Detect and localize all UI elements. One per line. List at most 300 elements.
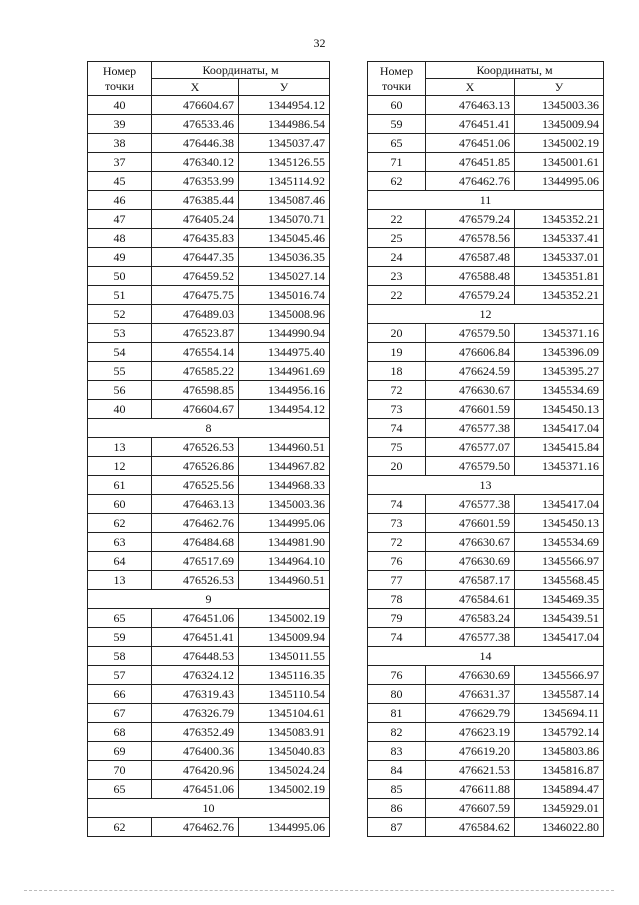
- y-value: 1345352.21: [515, 210, 604, 229]
- point-number: 80: [368, 685, 426, 704]
- x-value: 476601.59: [426, 514, 515, 533]
- x-value: 476352.49: [152, 723, 239, 742]
- y-value: 1345439.51: [515, 609, 604, 628]
- y-value: 1345352.21: [515, 286, 604, 305]
- x-value: 476606.84: [426, 343, 515, 362]
- section-row: [88, 799, 330, 818]
- y-header: У: [239, 79, 330, 96]
- point-number: 20: [368, 324, 426, 343]
- y-value: 1345040.83: [239, 742, 330, 761]
- x-header: X: [152, 79, 239, 96]
- table-row: [88, 704, 330, 723]
- table-row: [88, 343, 330, 362]
- y-value: 1344995.06: [239, 818, 330, 837]
- point-number: 50: [88, 267, 152, 286]
- section-number: 12: [368, 305, 604, 324]
- x-value: 476630.67: [426, 533, 515, 552]
- table-row: [368, 96, 604, 115]
- x-value: 476525.56: [152, 476, 239, 495]
- point-number: 23: [368, 267, 426, 286]
- y-value: 1345534.69: [515, 533, 604, 552]
- y-value: 1344990.94: [239, 324, 330, 343]
- table-row: [88, 267, 330, 286]
- x-value: 476451.41: [426, 115, 515, 134]
- point-number: 74: [368, 419, 426, 438]
- x-value: 476601.59: [426, 400, 515, 419]
- point-number: 40: [88, 400, 152, 419]
- y-value: 1345016.74: [239, 286, 330, 305]
- table-row: [368, 210, 604, 229]
- table-row: [88, 552, 330, 571]
- section-row: [368, 191, 604, 210]
- point-number: 49: [88, 248, 152, 267]
- table-row: [88, 381, 330, 400]
- point-number: 77: [368, 571, 426, 590]
- x-value: 476451.06: [152, 780, 239, 799]
- y-value: 1345450.13: [515, 400, 604, 419]
- y-value: 1345001.61: [515, 153, 604, 172]
- point-number: 67: [88, 704, 152, 723]
- point-number: 59: [88, 628, 152, 647]
- point-number: 22: [368, 286, 426, 305]
- point-number: 22: [368, 210, 426, 229]
- point-number: 83: [368, 742, 426, 761]
- x-value: 476462.76: [426, 172, 515, 191]
- y-value: 1345396.09: [515, 343, 604, 362]
- point-number: 73: [368, 514, 426, 533]
- point-number: 46: [88, 191, 152, 210]
- x-value: 476577.38: [426, 419, 515, 438]
- y-value: 1345337.41: [515, 229, 604, 248]
- y-value: 1345351.81: [515, 267, 604, 286]
- y-value: 1345036.35: [239, 248, 330, 267]
- y-value: 1345009.94: [515, 115, 604, 134]
- y-value: 1344995.06: [239, 514, 330, 533]
- x-value: 476587.48: [426, 248, 515, 267]
- y-value: 1345371.16: [515, 457, 604, 476]
- point-number: 65: [88, 780, 152, 799]
- point-number: 78: [368, 590, 426, 609]
- table-row: [368, 495, 604, 514]
- y-value: 1345116.35: [239, 666, 330, 685]
- point-number: 40: [88, 96, 152, 115]
- table-row: [88, 305, 330, 324]
- x-value: 476578.56: [426, 229, 515, 248]
- point-number: 81: [368, 704, 426, 723]
- table-row: [88, 761, 330, 780]
- section-row: [88, 419, 330, 438]
- y-value: 1344956.16: [239, 381, 330, 400]
- table-row: [368, 381, 604, 400]
- y-value: 1345417.04: [515, 628, 604, 647]
- point-number-header: [88, 62, 152, 96]
- x-value: 476526.53: [152, 438, 239, 457]
- header-row: [88, 62, 330, 79]
- table-row: [368, 666, 604, 685]
- table-row: [88, 685, 330, 704]
- point-number: 62: [368, 172, 426, 191]
- x-value: 476579.50: [426, 457, 515, 476]
- point-number: 82: [368, 723, 426, 742]
- x-value: 476462.76: [152, 818, 239, 837]
- point-number: 76: [368, 552, 426, 571]
- point-number: 62: [88, 514, 152, 533]
- table-row: [88, 780, 330, 799]
- table-row: [368, 172, 604, 191]
- point-number: 86: [368, 799, 426, 818]
- point-number: 73: [368, 400, 426, 419]
- table-body-left: [88, 62, 330, 837]
- point-number: 48: [88, 229, 152, 248]
- x-header: X: [426, 79, 515, 96]
- x-value: 476319.43: [152, 685, 239, 704]
- x-value: 476463.13: [152, 495, 239, 514]
- y-value: 1345104.61: [239, 704, 330, 723]
- y-value: 1345002.19: [239, 780, 330, 799]
- y-value: 1345417.04: [515, 419, 604, 438]
- page-number: 32: [313, 36, 326, 50]
- x-value: 476463.13: [426, 96, 515, 115]
- y-value: 1345003.36: [515, 96, 604, 115]
- x-value: 476353.99: [152, 172, 239, 191]
- section-row: [88, 590, 330, 609]
- y-value: 1344967.82: [239, 457, 330, 476]
- y-value: 1345371.16: [515, 324, 604, 343]
- y-value: 1344975.40: [239, 343, 330, 362]
- y-value: 1345009.94: [239, 628, 330, 647]
- point-number: 62: [88, 818, 152, 837]
- point-number: 66: [88, 685, 152, 704]
- coordinates-header: Координаты, м: [426, 62, 604, 79]
- point-number: 75: [368, 438, 426, 457]
- x-value: 476326.79: [152, 704, 239, 723]
- point-number: 47: [88, 210, 152, 229]
- table-row: [88, 286, 330, 305]
- table-row: [368, 571, 604, 590]
- y-value: 1345566.97: [515, 666, 604, 685]
- x-value: 476451.06: [426, 134, 515, 153]
- point-number: 76: [368, 666, 426, 685]
- x-value: 476588.48: [426, 267, 515, 286]
- point-number: 25: [368, 229, 426, 248]
- y-value: 1345045.46: [239, 229, 330, 248]
- point-number: 69: [88, 742, 152, 761]
- table-row: [88, 96, 330, 115]
- table-row: [368, 704, 604, 723]
- table-row: [368, 457, 604, 476]
- y-value: 1345011.55: [239, 647, 330, 666]
- x-value: 476629.79: [426, 704, 515, 723]
- y-value: 1344960.51: [239, 438, 330, 457]
- x-value: 476577.38: [426, 495, 515, 514]
- table-row: [88, 723, 330, 742]
- y-value: 1345792.14: [515, 723, 604, 742]
- x-value: 476447.35: [152, 248, 239, 267]
- table-row: [368, 514, 604, 533]
- table-row: [368, 400, 604, 419]
- x-value: 476523.87: [152, 324, 239, 343]
- y-value: 1345415.84: [515, 438, 604, 457]
- y-value: 1345816.87: [515, 761, 604, 780]
- point-number: 79: [368, 609, 426, 628]
- y-value: 1345037.47: [239, 134, 330, 153]
- y-value: 1346022.80: [515, 818, 604, 837]
- y-value: 1344954.12: [239, 96, 330, 115]
- x-value: 476435.83: [152, 229, 239, 248]
- table-row: [368, 438, 604, 457]
- y-value: 1345337.01: [515, 248, 604, 267]
- table-row: [368, 723, 604, 742]
- y-value: 1345587.14: [515, 685, 604, 704]
- point-number: 18: [368, 362, 426, 381]
- y-header: У: [515, 79, 604, 96]
- table-row: [88, 115, 330, 134]
- x-value: 476631.37: [426, 685, 515, 704]
- y-value: 1345087.46: [239, 191, 330, 210]
- x-value: 476459.52: [152, 267, 239, 286]
- x-value: 476526.86: [152, 457, 239, 476]
- y-value: 1345008.96: [239, 305, 330, 324]
- x-value: 476526.53: [152, 571, 239, 590]
- y-value: 1345417.04: [515, 495, 604, 514]
- point-number: 12: [88, 457, 152, 476]
- y-value: 1345002.19: [515, 134, 604, 153]
- point-number-header-label: Номер точки: [379, 63, 414, 93]
- x-value: 476611.88: [426, 780, 515, 799]
- section-number: 13: [368, 476, 604, 495]
- point-number: 55: [88, 362, 152, 381]
- y-value: 1345534.69: [515, 381, 604, 400]
- x-value: 476324.12: [152, 666, 239, 685]
- table-row: [88, 248, 330, 267]
- coordinates-table-right: [367, 61, 604, 837]
- y-value: 1345083.91: [239, 723, 330, 742]
- y-value: 1345450.13: [515, 514, 604, 533]
- table-row: [368, 343, 604, 362]
- x-value: 476484.68: [152, 533, 239, 552]
- point-number: 13: [88, 571, 152, 590]
- point-number: 54: [88, 343, 152, 362]
- point-number: 37: [88, 153, 152, 172]
- y-value: 1344986.54: [239, 115, 330, 134]
- point-number: 74: [368, 495, 426, 514]
- y-value: 1345070.71: [239, 210, 330, 229]
- x-value: 476579.24: [426, 210, 515, 229]
- y-value: 1344968.33: [239, 476, 330, 495]
- y-value: 1345002.19: [239, 609, 330, 628]
- point-number: 39: [88, 115, 152, 134]
- y-value: 1345110.54: [239, 685, 330, 704]
- table-row: [88, 438, 330, 457]
- point-number-header: [368, 62, 426, 96]
- point-number: 20: [368, 457, 426, 476]
- section-number: 11: [368, 191, 604, 210]
- y-value: 1345024.24: [239, 761, 330, 780]
- y-value: 1345929.01: [515, 799, 604, 818]
- point-number: 64: [88, 552, 152, 571]
- point-number: 59: [368, 115, 426, 134]
- table-row: [88, 191, 330, 210]
- table-body-right: [368, 62, 604, 837]
- point-number: 53: [88, 324, 152, 343]
- table-row: [368, 248, 604, 267]
- table-row: [88, 324, 330, 343]
- table-row: [368, 761, 604, 780]
- x-value: 476579.50: [426, 324, 515, 343]
- table-row: [88, 457, 330, 476]
- table-row: [368, 419, 604, 438]
- table-row: [88, 666, 330, 685]
- y-value: 1345568.45: [515, 571, 604, 590]
- x-value: 476584.61: [426, 590, 515, 609]
- y-value: 1345126.55: [239, 153, 330, 172]
- point-number: 52: [88, 305, 152, 324]
- point-number: 19: [368, 343, 426, 362]
- y-value: 1345469.35: [515, 590, 604, 609]
- section-number: 9: [88, 590, 330, 609]
- y-value: 1345694.11: [515, 704, 604, 723]
- x-value: 476621.53: [426, 761, 515, 780]
- x-value: 476340.12: [152, 153, 239, 172]
- x-value: 476405.24: [152, 210, 239, 229]
- y-value: 1344960.51: [239, 571, 330, 590]
- y-value: 1344961.69: [239, 362, 330, 381]
- table-row: [368, 533, 604, 552]
- x-value: 476533.46: [152, 115, 239, 134]
- table-row: [88, 172, 330, 191]
- x-value: 476475.75: [152, 286, 239, 305]
- header-row: [368, 62, 604, 79]
- table-row: [368, 324, 604, 343]
- y-value: 1344954.12: [239, 400, 330, 419]
- footer-rule: [24, 890, 614, 891]
- x-value: 476489.03: [152, 305, 239, 324]
- point-number: 57: [88, 666, 152, 685]
- section-number: 8: [88, 419, 330, 438]
- x-value: 476451.41: [152, 628, 239, 647]
- coordinates-header: Координаты, м: [152, 62, 330, 79]
- x-value: 476583.24: [426, 609, 515, 628]
- table-row: [368, 267, 604, 286]
- x-value: 476630.67: [426, 381, 515, 400]
- y-value: 1345395.27: [515, 362, 604, 381]
- x-value: 476630.69: [426, 666, 515, 685]
- table-row: [88, 609, 330, 628]
- point-number-header-label: Номер точки: [102, 63, 137, 93]
- point-number: 85: [368, 780, 426, 799]
- point-number: 65: [368, 134, 426, 153]
- table-row: [88, 571, 330, 590]
- point-number: 63: [88, 533, 152, 552]
- point-number: 72: [368, 533, 426, 552]
- point-number: 87: [368, 818, 426, 837]
- y-value: 1345114.92: [239, 172, 330, 191]
- table-row: [368, 818, 604, 837]
- table-row: [88, 647, 330, 666]
- x-value: 476607.59: [426, 799, 515, 818]
- table-row: [368, 552, 604, 571]
- point-number: 74: [368, 628, 426, 647]
- section-number: 10: [88, 799, 330, 818]
- x-value: 476585.22: [152, 362, 239, 381]
- point-number: 70: [88, 761, 152, 780]
- section-row: [368, 305, 604, 324]
- y-value: 1344995.06: [515, 172, 604, 191]
- point-number: 58: [88, 647, 152, 666]
- x-value: 476604.67: [152, 96, 239, 115]
- table-row: [88, 229, 330, 248]
- table-row: [368, 229, 604, 248]
- table-row: [88, 628, 330, 647]
- x-value: 476577.07: [426, 438, 515, 457]
- x-value: 476619.20: [426, 742, 515, 761]
- table-row: [368, 685, 604, 704]
- table-row: [368, 134, 604, 153]
- y-value: 1344981.90: [239, 533, 330, 552]
- table-row: [88, 818, 330, 837]
- x-value: 476446.38: [152, 134, 239, 153]
- point-number: 60: [368, 96, 426, 115]
- x-value: 476584.62: [426, 818, 515, 837]
- table-row: [368, 115, 604, 134]
- x-value: 476577.38: [426, 628, 515, 647]
- x-value: 476554.14: [152, 343, 239, 362]
- x-value: 476451.06: [152, 609, 239, 628]
- table-row: [368, 153, 604, 172]
- x-value: 476587.17: [426, 571, 515, 590]
- table-row: [88, 400, 330, 419]
- section-row: [368, 647, 604, 666]
- table-row: [368, 590, 604, 609]
- point-number: 38: [88, 134, 152, 153]
- table-row: [88, 533, 330, 552]
- point-number: 13: [88, 438, 152, 457]
- x-value: 476604.67: [152, 400, 239, 419]
- table-row: [88, 210, 330, 229]
- y-value: 1345566.97: [515, 552, 604, 571]
- table-row: [368, 780, 604, 799]
- table-row: [88, 742, 330, 761]
- table-row: [368, 609, 604, 628]
- x-value: 476420.96: [152, 761, 239, 780]
- coordinates-table-left: [87, 61, 330, 837]
- x-value: 476385.44: [152, 191, 239, 210]
- table-row: [368, 799, 604, 818]
- point-number: 65: [88, 609, 152, 628]
- point-number: 72: [368, 381, 426, 400]
- point-number: 24: [368, 248, 426, 267]
- y-value: 1345803.86: [515, 742, 604, 761]
- table-row: [88, 476, 330, 495]
- x-value: 476598.85: [152, 381, 239, 400]
- table-row: [88, 153, 330, 172]
- x-value: 476451.85: [426, 153, 515, 172]
- point-number: 45: [88, 172, 152, 191]
- section-number: 14: [368, 647, 604, 666]
- point-number: 68: [88, 723, 152, 742]
- x-value: 476623.19: [426, 723, 515, 742]
- table-row: [368, 742, 604, 761]
- point-number: 61: [88, 476, 152, 495]
- table-row: [88, 362, 330, 381]
- section-row: [368, 476, 604, 495]
- point-number: 51: [88, 286, 152, 305]
- y-value: 1344964.10: [239, 552, 330, 571]
- point-number: 71: [368, 153, 426, 172]
- y-value: 1345003.36: [239, 495, 330, 514]
- x-value: 476579.24: [426, 286, 515, 305]
- x-value: 476630.69: [426, 552, 515, 571]
